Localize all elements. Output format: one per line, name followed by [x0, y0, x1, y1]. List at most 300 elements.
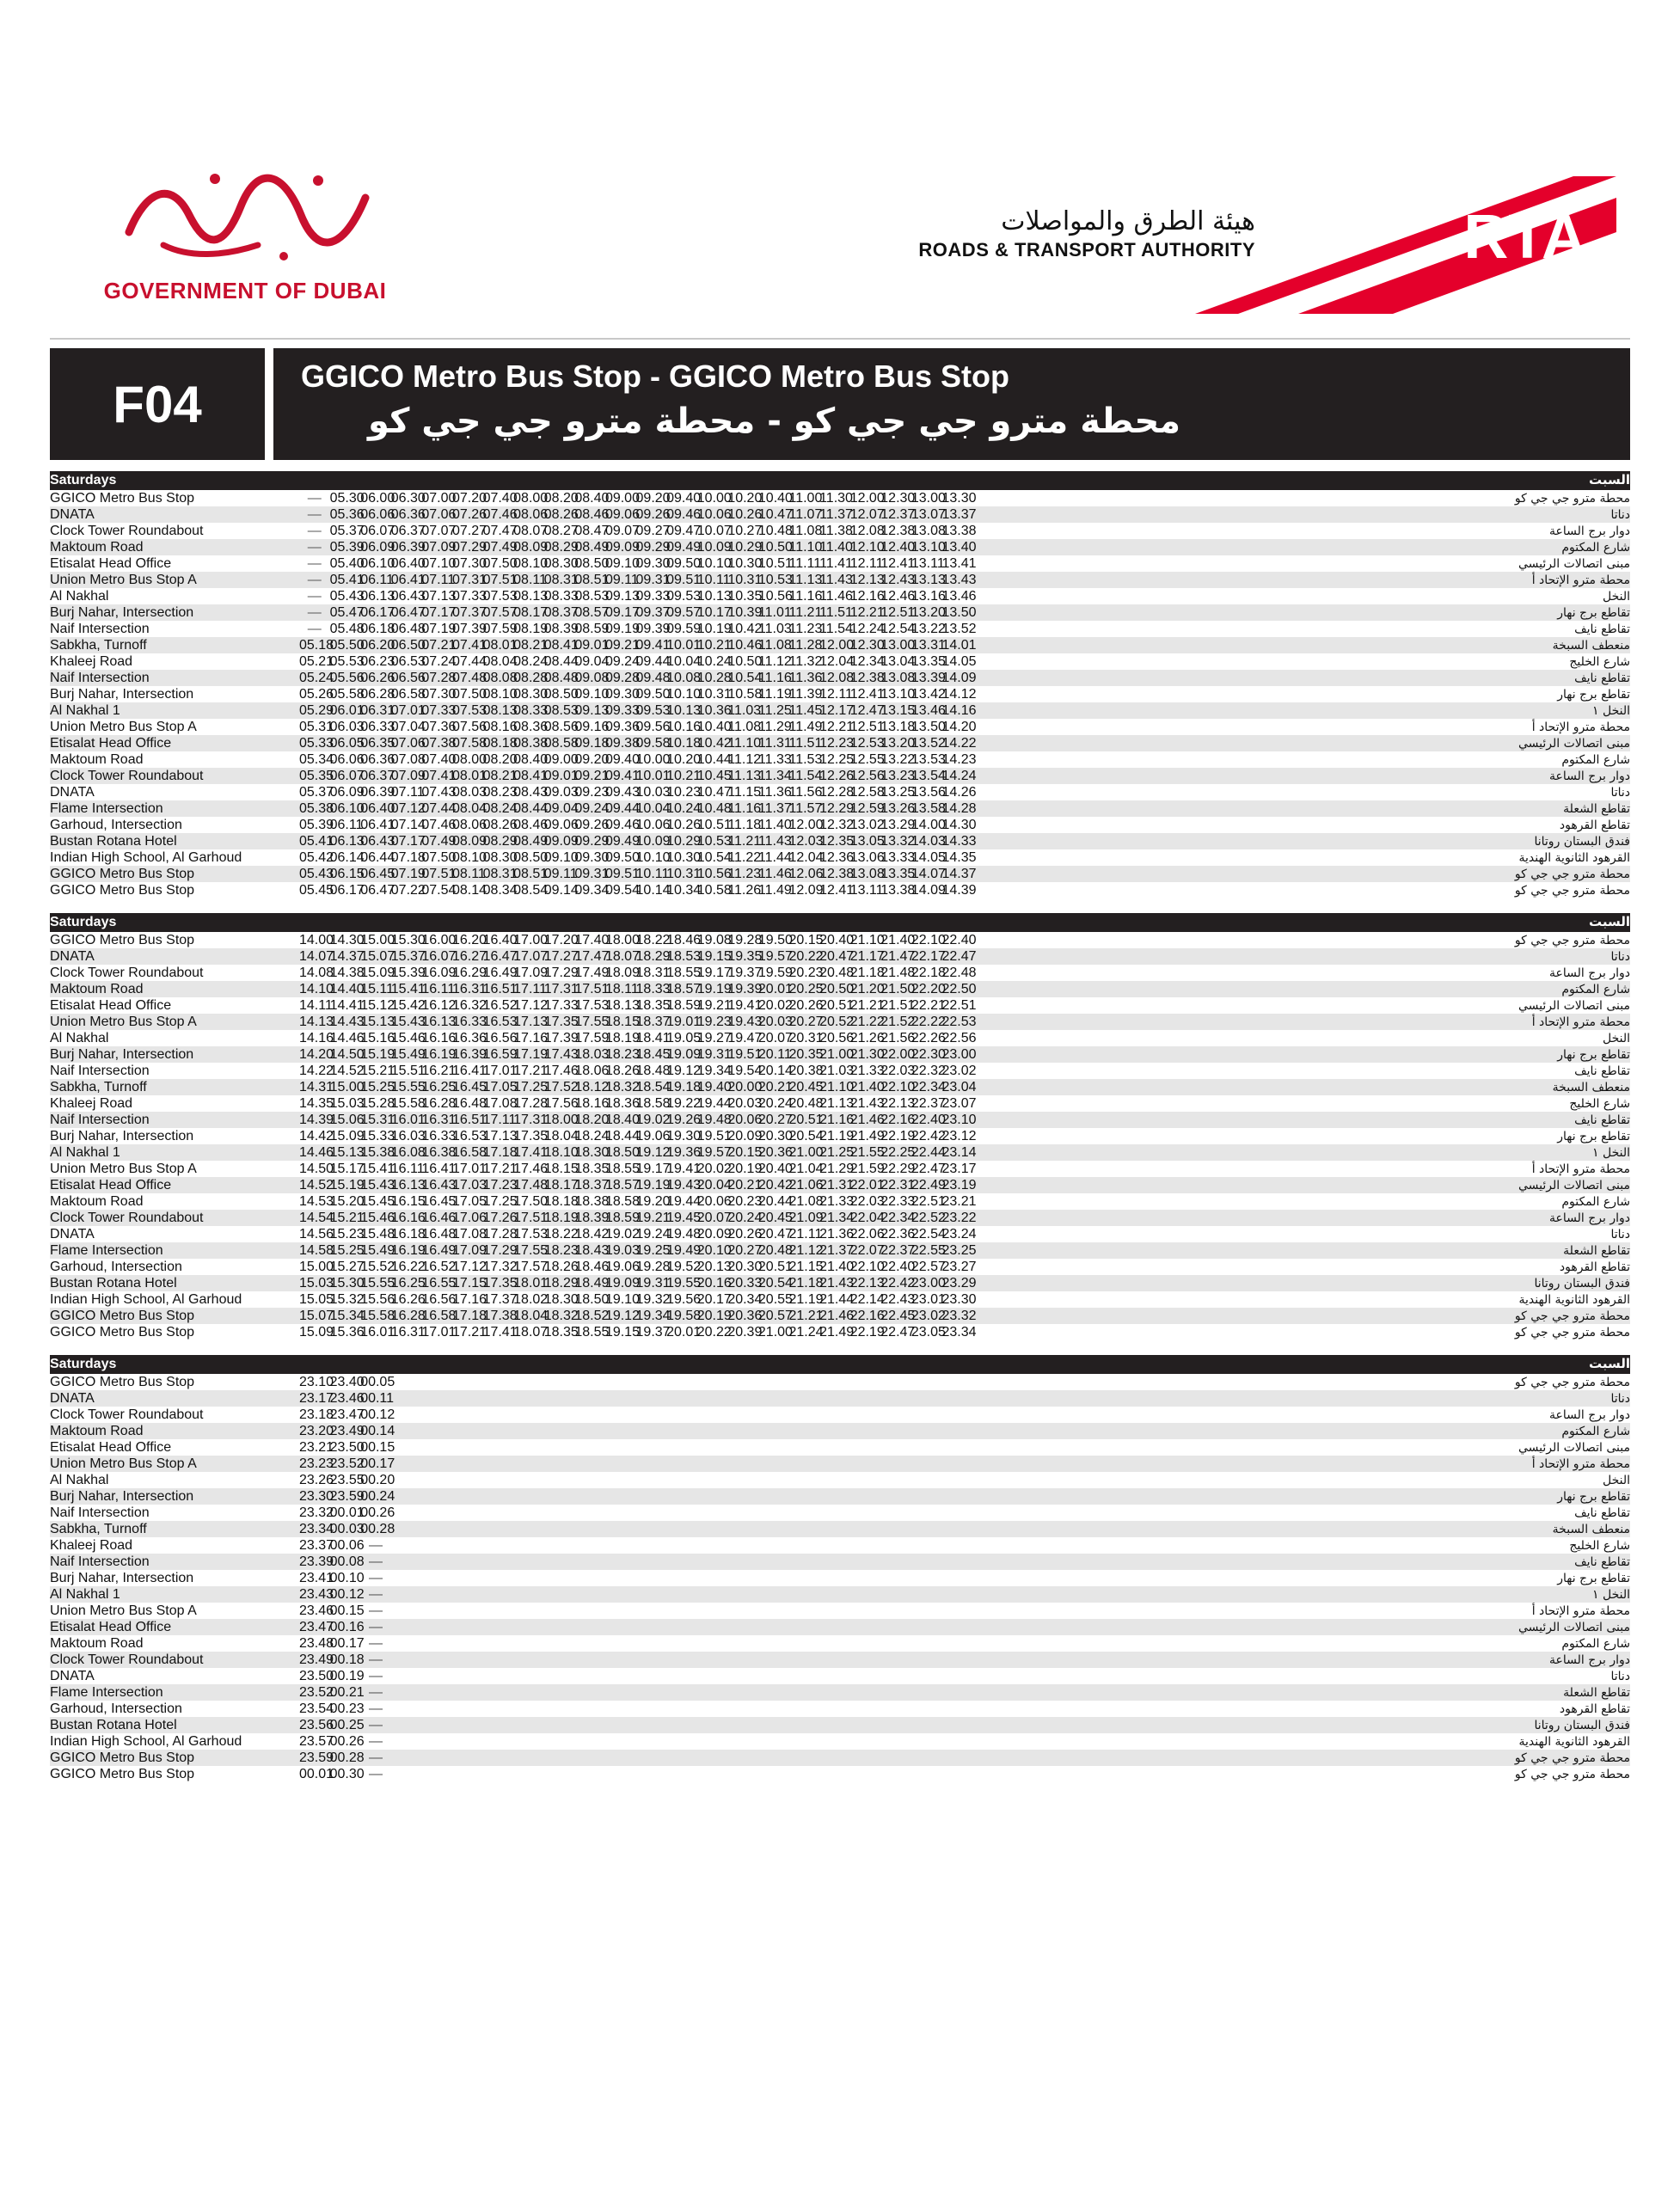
time-cell: 20.02: [696, 1162, 732, 1176]
time-cell: 13.33: [880, 850, 916, 865]
time-cell: 10.47: [696, 785, 732, 800]
time-cell: 19.15: [604, 1325, 640, 1340]
time-cell: 17.49: [574, 966, 610, 980]
time-cell: 12.38: [880, 524, 916, 538]
time-cell: 07.41: [451, 638, 487, 653]
time-cell: 21.56: [880, 1031, 916, 1045]
time-cell: 06.18: [360, 622, 395, 636]
time-cell: 08.41: [543, 638, 579, 653]
time-cell: 16.15: [390, 1194, 426, 1209]
time-cell: 08.18: [482, 736, 518, 751]
stop-name-english: Maktoum Road: [50, 1636, 144, 1651]
time-cell: 17.47: [574, 949, 610, 964]
time-cell: 06.10: [360, 556, 395, 571]
time-cell: 09.50: [635, 687, 671, 702]
time-cell: 23.39: [299, 1554, 334, 1569]
stop-name-arabic: محطة مترو جي جي كو: [1514, 1376, 1630, 1389]
time-cell: 18.29: [543, 1276, 579, 1291]
stop-name-arabic: تقاطع برج نهار: [1557, 1130, 1630, 1143]
time-cell: 17.19: [513, 1047, 549, 1062]
day-label-english: Saturdays: [50, 915, 117, 929]
time-cell: 17.59: [574, 1031, 610, 1045]
time-cell: 17.09: [451, 1243, 487, 1258]
time-cell: 15.41: [390, 982, 426, 996]
time-cell: 20.14: [757, 1064, 793, 1078]
time-cell: 07.29: [451, 540, 487, 555]
departure-times: [299, 637, 977, 653]
time-cell: 14.42: [299, 1129, 334, 1143]
stop-name-arabic: محطة مترو جي جي كو: [1514, 1751, 1630, 1765]
stop-name-english: Etisalat Head Office: [50, 1440, 172, 1455]
time-cell: 20.11: [757, 1047, 792, 1062]
departure-times: [299, 1505, 395, 1521]
time-cell: 07.53: [451, 703, 487, 718]
stop-name-english: Etisalat Head Office: [50, 736, 172, 751]
time-cell: 18.32: [604, 1080, 640, 1094]
time-cell: 06.05: [329, 736, 365, 751]
time-cell: 23.52: [299, 1685, 334, 1700]
time-cell: 11.53: [788, 752, 823, 767]
time-cell: 18.17: [543, 1178, 579, 1192]
time-cell: 08.20: [482, 752, 518, 767]
time-cell: 08.46: [513, 818, 549, 832]
time-cell: 08.06: [513, 507, 549, 522]
time-cell: 10.24: [696, 654, 732, 669]
time-cell: 08.56: [543, 720, 579, 734]
time-cell: 22.26: [911, 1031, 946, 1045]
departure-times: [299, 1095, 977, 1112]
time-cell: 22.51: [941, 998, 977, 1013]
time-cell: 20.45: [757, 1211, 793, 1225]
time-cell: 06.36: [360, 752, 395, 767]
time-cell: 06.36: [390, 507, 426, 522]
departure-times: [299, 1079, 977, 1095]
time-cell: —: [307, 573, 322, 587]
time-cell: 23.27: [941, 1260, 977, 1274]
time-cell: 17.33: [543, 998, 579, 1013]
time-cell: 05.58: [329, 687, 365, 702]
time-cell: 05.35: [299, 769, 334, 783]
time-cell: 12.00: [819, 638, 855, 653]
time-cell: 18.45: [635, 1047, 671, 1062]
time-cell: 05.56: [329, 671, 365, 685]
time-cell: 08.53: [543, 703, 579, 718]
time-cell: 21.21: [849, 998, 885, 1013]
time-cell: 23.50: [299, 1669, 334, 1683]
time-cell: 18.00: [604, 933, 640, 947]
time-cell: 17.25: [513, 1080, 549, 1094]
time-cell: 05.33: [299, 736, 334, 751]
time-cell: 17.53: [513, 1227, 549, 1242]
time-cell: 20.17: [696, 1292, 732, 1307]
stop-name-arabic: شارع الخليج: [1569, 1539, 1630, 1553]
time-cell: 07.04: [390, 720, 426, 734]
time-cell: 12.25: [819, 752, 855, 767]
departure-times: [299, 849, 977, 866]
stop-name-arabic: مبنى اتصالات الرئيسي: [1518, 557, 1630, 571]
time-cell: 07.06: [390, 736, 426, 751]
time-cell: 08.09: [513, 540, 549, 555]
time-cell: 15.16: [360, 1031, 395, 1045]
time-cell: 20.23: [727, 1194, 763, 1209]
time-cell: 16.27: [451, 949, 487, 964]
table-row: [50, 1537, 1630, 1554]
time-cell: 13.38: [941, 524, 977, 538]
time-cell: 16.31: [421, 1113, 457, 1127]
time-cell: 16.26: [390, 1292, 426, 1307]
time-cell: 22.17: [911, 949, 946, 964]
time-cell: 18.16: [574, 1096, 610, 1111]
time-cell: 23.49: [329, 1424, 365, 1438]
time-cell: 20.40: [757, 1162, 793, 1176]
time-cell: 22.07: [849, 1243, 885, 1258]
time-cell: 09.28: [604, 671, 640, 685]
time-cell: 13.20: [880, 736, 916, 751]
time-cell: 08.29: [543, 540, 579, 555]
time-cell: 06.07: [329, 769, 365, 783]
stop-name-english: Maktoum Road: [50, 1424, 144, 1438]
time-cell: 12.38: [819, 867, 855, 881]
time-cell: 19.58: [666, 1309, 702, 1323]
time-cell: 08.50: [543, 687, 579, 702]
time-cell: 10.13: [696, 589, 732, 604]
stop-name-english: Al Nakhal: [50, 1473, 109, 1487]
time-cell: 13.06: [849, 850, 885, 865]
time-cell: 13.50: [941, 605, 977, 620]
table-row: [50, 1193, 1630, 1210]
time-cell: 16.20: [451, 933, 487, 947]
departure-times: [299, 833, 977, 849]
time-cell: 17.35: [482, 1276, 518, 1291]
time-cell: 13.13: [911, 573, 946, 587]
table-row: [50, 1766, 1630, 1782]
day-label-arabic: السبت: [1588, 1356, 1630, 1371]
departure-times: [299, 1291, 977, 1308]
departure-times: [299, 523, 977, 539]
time-cell: 06.10: [329, 801, 365, 816]
time-cell: 10.04: [635, 801, 671, 816]
time-cell: 18.33: [635, 982, 671, 996]
time-cell: 09.51: [604, 867, 640, 881]
time-cell: 22.03: [849, 1194, 885, 1209]
departure-times: [299, 1324, 977, 1340]
time-cell: 07.44: [421, 801, 457, 816]
time-cell: 08.43: [513, 785, 549, 800]
time-cell: 20.33: [727, 1276, 763, 1291]
stop-name-english: Etisalat Head Office: [50, 556, 172, 571]
table-row: [50, 965, 1630, 981]
time-cell: 15.58: [390, 1096, 426, 1111]
time-cell: 21.43: [849, 1096, 885, 1111]
time-cell: 08.51: [513, 867, 549, 881]
time-cell: 05.26: [299, 687, 334, 702]
time-cell: 21.46: [849, 1113, 885, 1127]
time-cell: 13.04: [880, 654, 916, 669]
time-cell: 18.20: [574, 1113, 610, 1127]
time-cell: 06.28: [360, 687, 395, 702]
time-cell: 13.18: [880, 720, 916, 734]
time-cell: 08.31: [543, 573, 579, 587]
dubai-calligraphy-icon: [112, 163, 378, 267]
time-cell: 18.59: [604, 1211, 640, 1225]
departure-times: [299, 1619, 391, 1635]
time-cell: 19.24: [635, 1227, 671, 1242]
stop-name-english: Clock Tower Roundabout: [50, 1652, 204, 1667]
departure-times: [299, 997, 977, 1014]
departure-times: [299, 670, 977, 686]
time-cell: 10.31: [696, 687, 732, 702]
time-cell: 13.05: [849, 834, 885, 849]
time-cell: 21.48: [880, 966, 916, 980]
time-cell: 16.40: [482, 933, 518, 947]
time-cell: 20.39: [727, 1325, 763, 1340]
time-cell: 14.58: [299, 1243, 334, 1258]
time-cell: 07.40: [482, 491, 518, 506]
time-cell: 18.24: [574, 1129, 610, 1143]
stop-name-arabic: مبنى اتصالات الرئيسي: [1518, 1441, 1630, 1455]
departure-times: [299, 702, 977, 719]
time-cell: 10.11: [635, 867, 670, 881]
stop-name-arabic: تقاطع برج نهار: [1557, 1572, 1630, 1585]
time-cell: 00.30: [329, 1767, 365, 1781]
time-cell: 11.25: [757, 703, 792, 718]
time-cell: 23.17: [299, 1391, 334, 1406]
time-cell: 15.55: [390, 1080, 426, 1094]
time-cell: 19.12: [666, 1064, 702, 1078]
departure-times: [299, 506, 977, 523]
time-cell: 17.28: [482, 1227, 518, 1242]
departure-times: [299, 1750, 391, 1766]
time-cell: 19.27: [696, 1031, 732, 1045]
time-cell: 22.32: [911, 1064, 946, 1078]
time-cell: 13.07: [911, 507, 946, 522]
time-cell: 17.55: [513, 1243, 549, 1258]
departure-times: [299, 490, 977, 506]
time-cell: 15.25: [329, 1243, 365, 1258]
time-cell: 21.44: [819, 1292, 855, 1307]
time-cell: 21.15: [788, 1260, 824, 1274]
time-cell: 05.41: [329, 573, 365, 587]
time-cell: 11.16: [788, 589, 823, 604]
time-cell: 09.49: [666, 540, 702, 555]
time-cell: 18.48: [635, 1064, 671, 1078]
time-cell: 17.12: [513, 998, 549, 1013]
time-cell: 22.57: [911, 1260, 946, 1274]
time-cell: 08.01: [482, 638, 518, 653]
time-cell: 19.02: [635, 1113, 671, 1127]
time-cell: 22.54: [911, 1227, 946, 1242]
time-cell: 08.37: [543, 605, 579, 620]
time-cell: 05.21: [299, 654, 334, 669]
time-cell: 11.54: [819, 622, 853, 636]
stop-name-arabic: شارع المكتوم: [1561, 753, 1630, 767]
time-cell: 07.27: [451, 524, 487, 538]
time-cell: —: [368, 1718, 383, 1732]
time-cell: 14.54: [299, 1211, 334, 1225]
time-cell: 21.31: [819, 1178, 855, 1192]
stop-name-arabic: تقاطع الشعلة: [1563, 802, 1630, 816]
time-cell: 17.51: [574, 982, 610, 996]
time-cell: 17.29: [482, 1243, 518, 1258]
time-cell: 12.41: [880, 556, 916, 571]
time-cell: 18.37: [574, 1178, 610, 1192]
time-cell: 08.13: [482, 703, 518, 718]
time-cell: 20.47: [757, 1227, 793, 1242]
time-cell: 18.10: [543, 1145, 579, 1160]
stop-name-english: DNATA: [50, 1227, 95, 1242]
time-cell: —: [307, 540, 322, 555]
table-row: [50, 490, 1630, 506]
time-cell: 00.11: [360, 1391, 395, 1406]
time-cell: 17.21: [513, 1064, 549, 1078]
time-cell: 09.03: [543, 785, 579, 800]
time-cell: 00.15: [329, 1603, 365, 1618]
time-cell: 16.52: [421, 1260, 457, 1274]
time-cell: 07.36: [421, 720, 457, 734]
time-cell: 08.04: [451, 801, 487, 816]
stop-name-english: Naif Intersection: [50, 622, 150, 636]
time-cell: 20.24: [727, 1211, 763, 1225]
time-cell: 13.08: [849, 867, 885, 881]
time-cell: 13.32: [880, 834, 916, 849]
time-cell: 13.52: [941, 622, 977, 636]
time-cell: 17.50: [513, 1194, 549, 1209]
time-cell: 07.49: [421, 834, 457, 849]
time-cell: 15.56: [360, 1292, 395, 1307]
time-cell: 19.45: [666, 1211, 702, 1225]
time-cell: 11.16: [727, 801, 762, 816]
time-cell: 07.24: [421, 654, 457, 669]
time-cell: 12.16: [849, 589, 885, 604]
time-cell: 13.43: [941, 573, 977, 587]
stop-name-english: Al Nakhal: [50, 589, 109, 604]
time-cell: 00.28: [329, 1750, 365, 1765]
time-cell: 20.56: [819, 1031, 855, 1045]
time-cell: 08.30: [543, 556, 579, 571]
time-cell: 05.45: [299, 883, 334, 898]
departure-times: [299, 1701, 391, 1717]
time-cell: 20.51: [757, 1260, 793, 1274]
time-cell: 19.48: [696, 1113, 732, 1127]
time-cell: 08.44: [543, 654, 579, 669]
time-cell: 00.26: [360, 1505, 395, 1520]
time-cell: 07.43: [421, 785, 457, 800]
departure-times: [299, 1193, 977, 1210]
time-cell: 11.40: [819, 540, 853, 555]
stop-name-english: GGICO Metro Bus Stop: [50, 491, 195, 506]
time-cell: 22.34: [880, 1211, 916, 1225]
time-cell: 10.09: [696, 540, 732, 555]
time-cell: 06.58: [390, 687, 426, 702]
stop-name-english: Maktoum Road: [50, 982, 144, 996]
time-cell: 21.11: [788, 1227, 823, 1242]
departure-times: [299, 751, 977, 768]
stop-name-english: Union Metro Bus Stop A: [50, 1015, 197, 1029]
time-cell: 15.30: [329, 1276, 365, 1291]
time-cell: 15.38: [360, 1145, 395, 1160]
time-cell: 14.22: [299, 1064, 334, 1078]
time-cell: 09.36: [604, 720, 640, 734]
time-cell: 09.47: [666, 524, 702, 538]
time-cell: 18.30: [574, 1145, 610, 1160]
stop-name-arabic: دناتا: [1610, 1228, 1630, 1242]
table-row: [50, 1472, 1630, 1488]
time-cell: 19.44: [666, 1194, 702, 1209]
rta-arabic-name: هيئة الطرق والمواصلات: [1001, 206, 1255, 236]
stop-name-arabic: تقاطع القرهود: [1559, 818, 1630, 832]
stop-name-english: Burj Nahar, Intersection: [50, 1489, 194, 1504]
time-cell: 11.37: [819, 507, 853, 522]
time-cell: 17.05: [482, 1080, 518, 1094]
time-cell: 17.20: [543, 933, 579, 947]
time-cell: 23.02: [911, 1309, 946, 1323]
time-cell: 09.26: [574, 818, 610, 832]
time-cell: 22.10: [880, 1080, 916, 1094]
time-cell: —: [307, 622, 322, 636]
time-cell: 06.20: [360, 638, 395, 653]
time-cell: 12.00: [849, 491, 885, 506]
stop-name-arabic: دناتا: [1610, 1392, 1630, 1406]
time-cell: 18.49: [574, 1276, 610, 1291]
time-cell: 13.10: [880, 687, 916, 702]
time-cell: 12.21: [849, 605, 885, 620]
time-cell: 22.13: [880, 1096, 916, 1111]
timetable-section-3: [50, 1355, 1630, 1782]
time-cell: 06.09: [360, 540, 395, 555]
time-cell: 16.59: [482, 1047, 518, 1062]
time-cell: 12.11: [819, 687, 853, 702]
time-cell: 22.43: [880, 1292, 916, 1307]
time-cell: 14.50: [329, 1047, 365, 1062]
time-cell: 09.11: [543, 867, 578, 881]
time-cell: 05.31: [299, 720, 334, 734]
day-label-arabic: السبت: [1588, 472, 1630, 487]
table-row: [50, 1586, 1630, 1603]
time-cell: 10.29: [666, 834, 702, 849]
timetable-section-1: [50, 471, 1630, 898]
time-cell: 20.25: [788, 982, 824, 996]
time-cell: 13.11: [911, 556, 945, 571]
departure-times: [299, 1668, 391, 1684]
time-cell: 16.22: [390, 1260, 426, 1274]
time-cell: 19.34: [696, 1064, 732, 1078]
departure-times: [299, 735, 977, 751]
time-cell: 00.28: [360, 1522, 395, 1536]
time-cell: 23.25: [941, 1243, 977, 1258]
time-cell: 11.13: [788, 573, 823, 587]
departure-times: [299, 1063, 977, 1079]
time-cell: 23.21: [941, 1194, 977, 1209]
rta-logo-text: RTA: [1463, 203, 1586, 272]
departure-times: [299, 1242, 977, 1259]
time-cell: 10.53: [757, 573, 793, 587]
table-row: [50, 1635, 1630, 1652]
time-cell: 21.17: [849, 949, 885, 964]
time-cell: 15.23: [329, 1227, 365, 1242]
time-cell: 06.47: [390, 605, 426, 620]
table-row: [50, 1439, 1630, 1456]
time-cell: 17.13: [513, 1015, 549, 1029]
time-cell: 16.21: [421, 1064, 457, 1078]
time-cell: 20.45: [788, 1080, 824, 1094]
time-cell: 10.26: [727, 507, 763, 522]
stop-name-english: Naif Intersection: [50, 1554, 150, 1569]
time-cell: 23.12: [941, 1129, 977, 1143]
time-cell: 15.21: [329, 1211, 365, 1225]
table-row: [50, 997, 1630, 1014]
time-cell: 00.10: [329, 1571, 365, 1585]
time-cell: 10.01: [666, 638, 702, 653]
